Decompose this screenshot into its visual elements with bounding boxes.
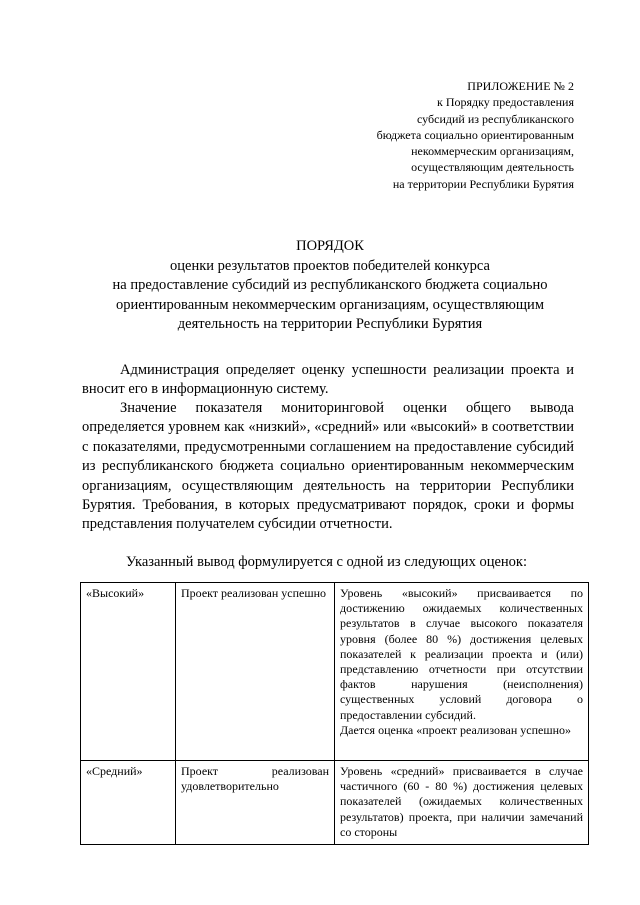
appendix-line: осуществляющим деятельность xyxy=(411,160,574,175)
title-line: деятельность на территории Республики Бурятия xyxy=(177,316,483,332)
description-cell xyxy=(335,761,589,845)
paragraph-administration: Администрация определяет оценку успешности реализации проекта и вносит его в информационную систему. xyxy=(82,362,574,398)
appendix-line: субсидий из республиканского xyxy=(417,111,574,126)
grades-table xyxy=(80,582,589,845)
description-text: Уровень «высокий» присваивается по достижению ожидаемых количественных результатов в случае высокого показателя уровня (более 80 %) достижения целевых показателей к реализации проекта и (или) представлению отчетности при отсутствии фактов нарушения (неисполнения) существенных условий договора о предоставлении субсидий. xyxy=(340,586,583,722)
paragraph-lead: Указанный вывод формулируется с одной из следующих оценок: xyxy=(126,554,527,570)
description-note: Дается оценка «проект реализован успешно» xyxy=(340,722,572,737)
description-cell xyxy=(335,583,589,761)
title-line: на предоставление субсидий из республиканского бюджета социально xyxy=(112,277,548,293)
appendix-title: ПРИЛОЖЕНИЕ № 2 xyxy=(467,79,574,93)
title-line: оценки результатов проектов победителей конкурса xyxy=(170,257,490,274)
appendix-line: некоммерческим организациям, xyxy=(411,144,574,159)
level-cell: «Высокий» xyxy=(81,583,176,761)
level-cell: «Средний» xyxy=(81,761,176,845)
appendix-line: к Порядку предоставления xyxy=(436,95,574,110)
document-title xyxy=(80,237,580,335)
appendix-header xyxy=(330,78,574,192)
title-line: ориентированным некоммерческим организациям, осуществляющим xyxy=(115,296,544,313)
paragraph-indicator: Значение показателя мониторинговой оценки общего вывода определяется уровнем как «низкий», «средний» или «высокий» в соответствии с показателями, предусмотренными соглашением на предоставление субсидий из республиканского бюджета социально ориентированным некоммерческим организациям, осуществляющим деятельность на территории Республики Бурятия. Требования, в которых предусматривают порядок, сроки и формы представления получателем субсидии отчетности. xyxy=(82,400,574,533)
appendix-line: бюджета социально ориентированным xyxy=(376,127,574,142)
description-text: Уровень «средний» присваивается в случае частичного (60 - 80 %) достижения целевых показателей (ожидаемых количественных результатов) проекта, при наличии замечаний со стороны xyxy=(340,764,583,839)
result-cell: Проект реализован успешно xyxy=(176,583,335,761)
table-row xyxy=(81,583,589,761)
result-cell: Проект реализован удовлетворительно xyxy=(176,761,335,845)
appendix-line: на территории Республики Бурятия xyxy=(392,176,574,191)
table-row xyxy=(81,761,589,845)
title-heading: ПОРЯДОК xyxy=(296,238,364,254)
